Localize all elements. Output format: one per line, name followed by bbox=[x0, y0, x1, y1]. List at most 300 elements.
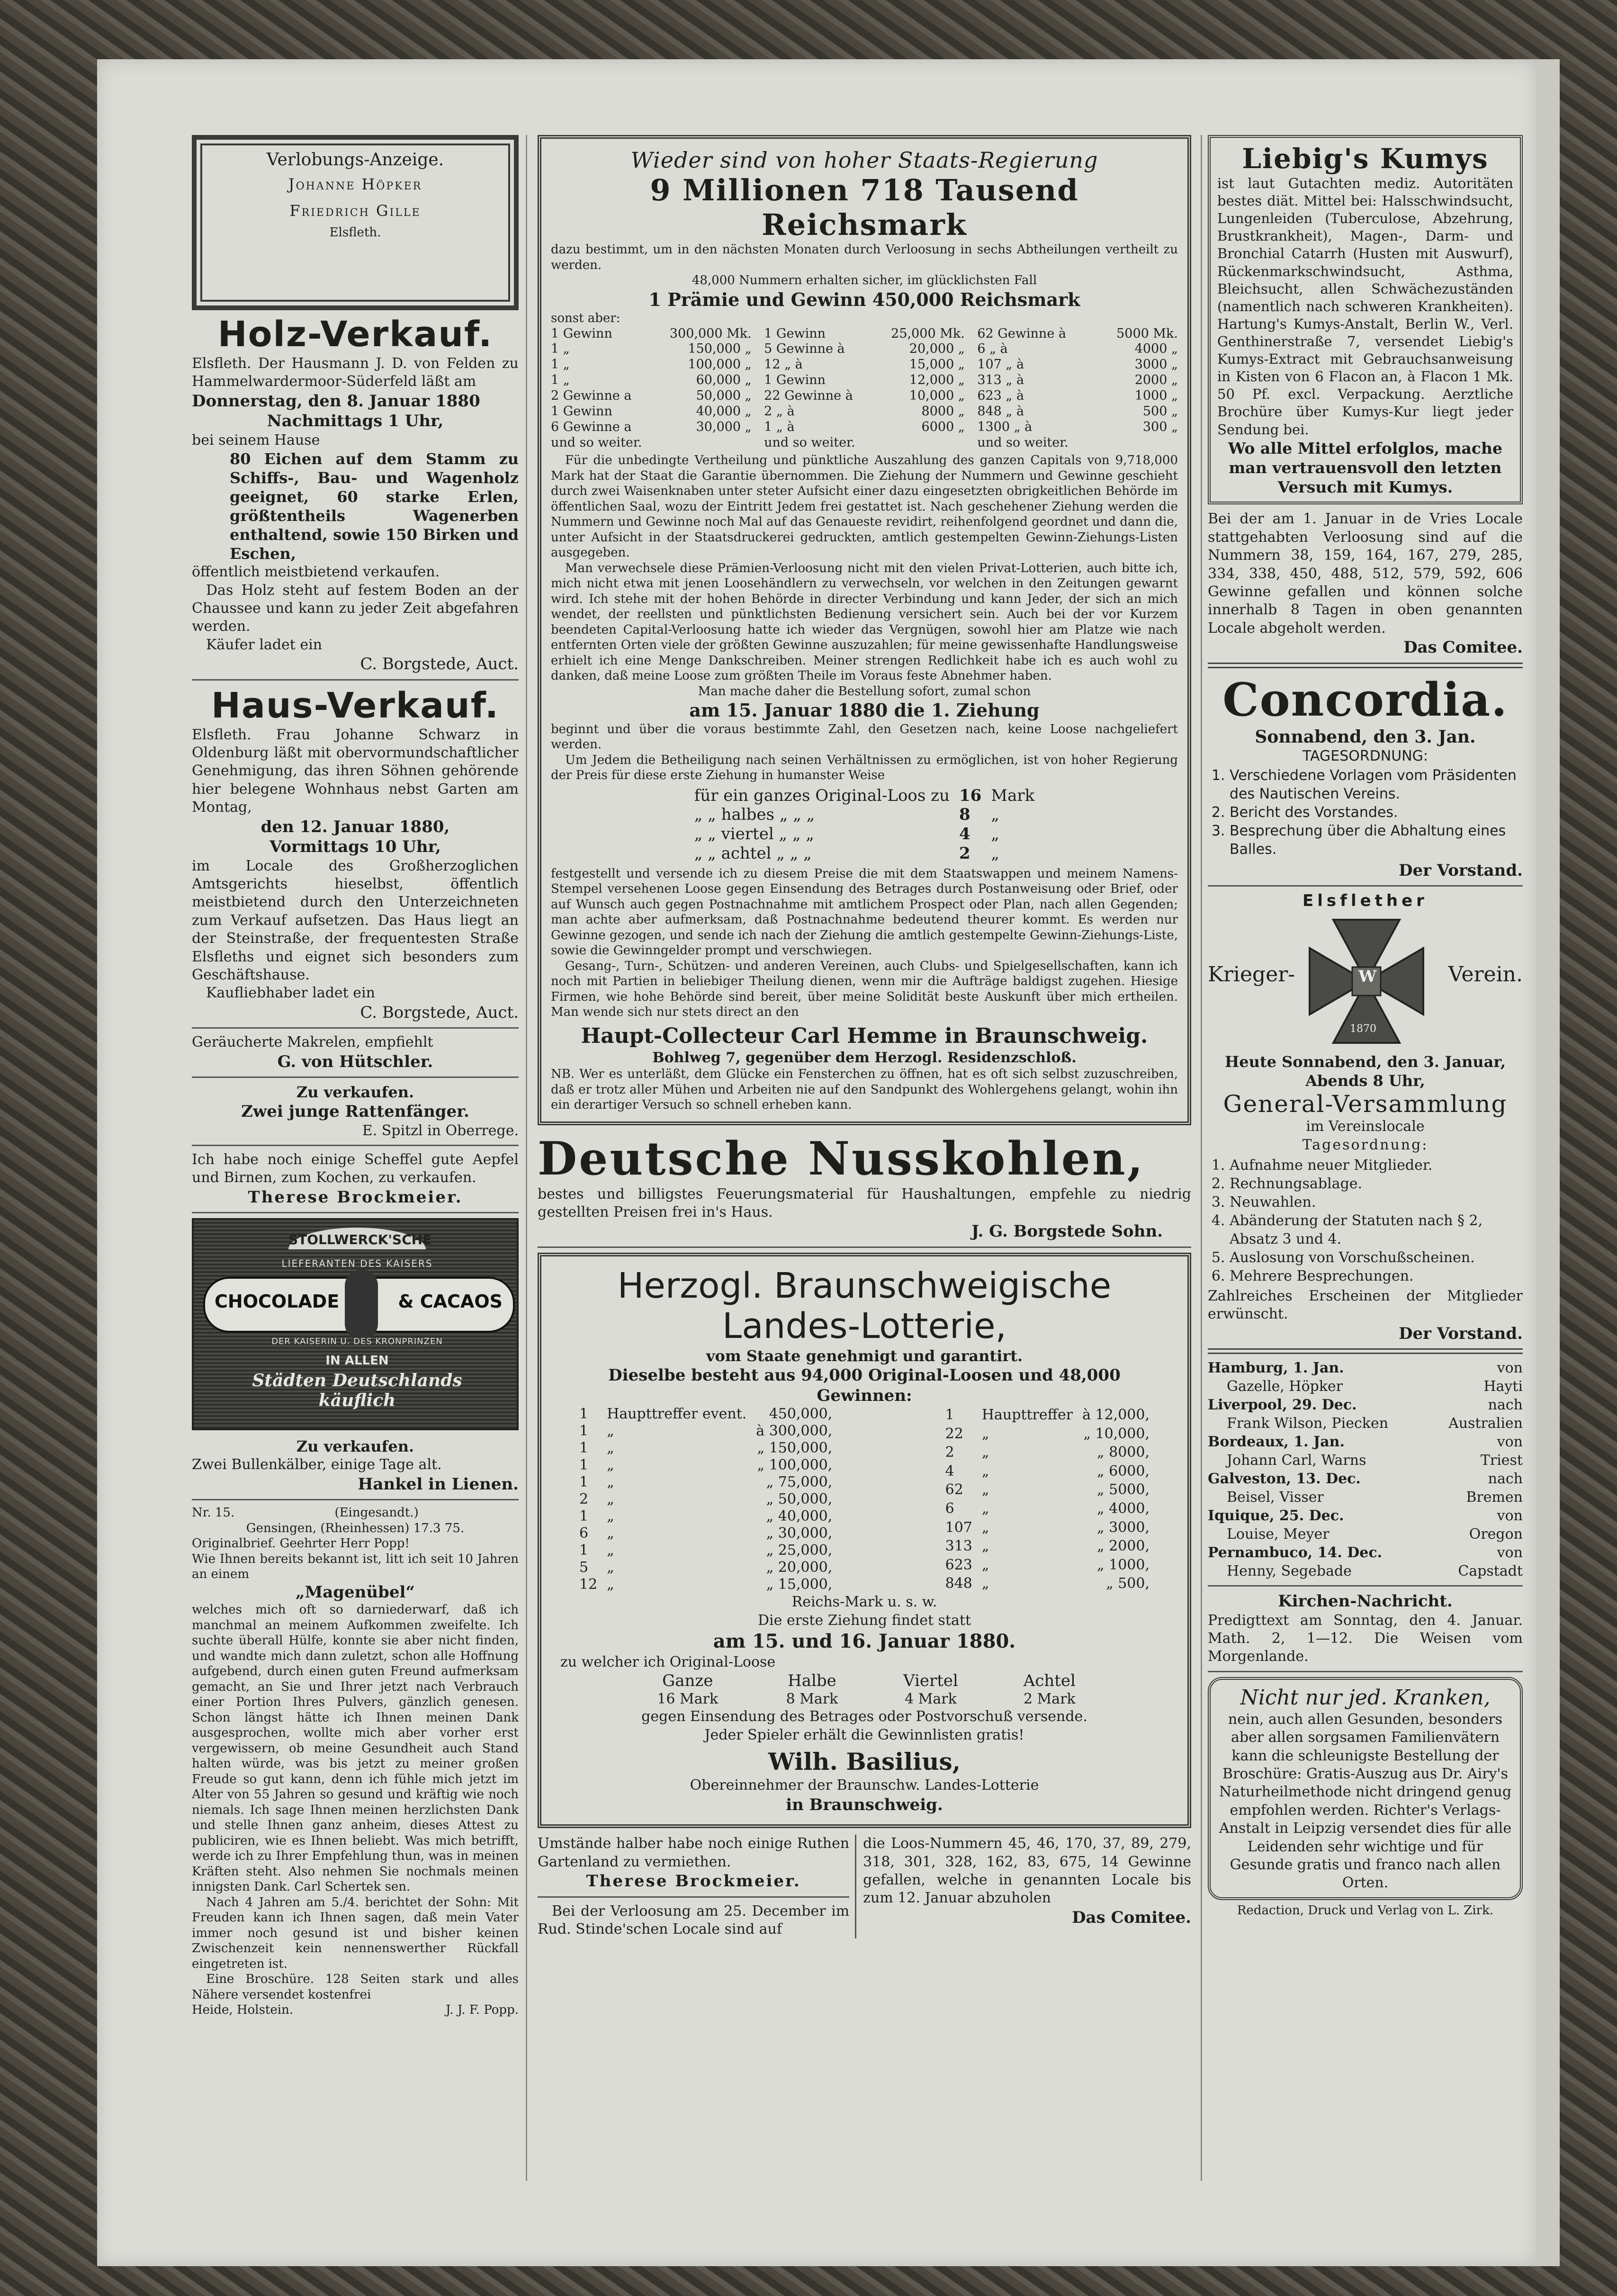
prize-cell: 1 bbox=[579, 1423, 589, 1440]
prize-amount: 2000 „ bbox=[1134, 373, 1178, 388]
prize-amount: 300 „ bbox=[1142, 420, 1178, 435]
magen-sign-place: Heide, Holstein. bbox=[192, 2003, 294, 2018]
prize-cell: 62 bbox=[945, 1481, 963, 1498]
holz-text: Käufer ladet ein bbox=[206, 636, 323, 653]
ratten-heading: Zu verkaufen. bbox=[296, 1083, 414, 1102]
prize-cell: „ bbox=[607, 1491, 614, 1508]
prize-amount: 100,000 „ bbox=[688, 357, 752, 372]
prize-cell: 1 bbox=[579, 1406, 589, 1423]
vries-text: Bei der am 1. Januar in de Vries Locale stattgehabten Verloosung sind auf die Nummern 38, 159, 164, 167, 279, 285, 334, 338, 450, 488, 512, 579, 592, 606 Gewinne gefallen und können solche innerhalb 8 Tagen in oben genannten Locale abgeholt werden. bbox=[1208, 511, 1523, 637]
haus-title: Haus-Verkauf. bbox=[211, 685, 499, 726]
holz-text: Das Holz steht auf festem Boden an der Chaussee und kann zu jeder Zeit abgefahren werden. bbox=[192, 582, 519, 635]
prize-amount: 5000 Mk. bbox=[1116, 326, 1178, 341]
lotto-amount: 9 Millionen 718 Tausend Reichsmark bbox=[650, 173, 1079, 242]
concordia-agenda-label: TAGESORDNUNG: bbox=[1303, 747, 1428, 764]
holz-goods: 80 Eichen auf dem Stamm zu Schiffs-, Bau- und Wagenholz geeignet, 60 starke Erlen, größtentheils Wagenerben enthaltend, sowie 150 Birken und Eschen, bbox=[230, 450, 519, 563]
prize-cell: „ bbox=[607, 1576, 614, 1593]
prize-count: und so weiter. bbox=[977, 435, 1069, 450]
ship-entry: Henny, Segebade bbox=[1227, 1563, 1352, 1580]
makrelen-signature: G. von Hütschler. bbox=[277, 1052, 433, 1071]
holz-date: Donnerstag, den 8. Januar 1880 bbox=[192, 391, 480, 411]
krieger-agenda bbox=[1208, 1156, 1523, 1285]
prize-row bbox=[764, 388, 965, 404]
eagle-icon bbox=[345, 1269, 378, 1340]
prize-amount: 15,000 „ bbox=[909, 357, 965, 372]
prize-cell: 848 bbox=[945, 1575, 972, 1592]
column-left bbox=[192, 135, 519, 2018]
holz-title: Holz-Verkauf. bbox=[217, 314, 493, 355]
ship-destination: nach bbox=[1488, 1471, 1523, 1488]
prize-column bbox=[764, 326, 965, 451]
prize-row bbox=[764, 404, 965, 420]
liebig-text: ist laut Gutachten mediz. Autoritäten bestes diät. Mittel bei: Halsschwindsucht, Lungenleiden (Tuberculose, Abzehrung, Brustkrankheit), Magen-, Darm- und Bronchial Catarrh (Husten mit Auswurf), Rückenmarkschwindsucht, Asthma, Bleichsucht, allen Schwächezuständen (namentlich nach schweren Krankheiten). Hartung's Kumys-Anstalt, Berlin W., Verl. Genthinerstraße 7, versendet Liebig's Kumys-Extract mit Gebrauchsanweisung in Kisten von 6 Flacon an, à Flacon 1 Mk. 50 Pf. excl. Verpackung. Aerztliche Brochüre über Kumys-Kur liegt jeder Sendung bei. bbox=[1217, 175, 1513, 438]
ratten-signature: E. Spitzl in Oberrege. bbox=[362, 1122, 519, 1139]
kohlen-title: Deutsche Nusskohlen, bbox=[538, 1131, 1145, 1185]
prize-cell: à 300,000, bbox=[756, 1423, 833, 1440]
price-cell: „ „ halbes „ „ „ bbox=[694, 805, 815, 825]
ship-destination: Triest bbox=[1480, 1452, 1523, 1469]
krieger-note: Zahlreiches Erscheinen der Mitglieder erwünscht. bbox=[1208, 1287, 1523, 1323]
lotto-text: 48,000 Nummern erhalten sicher, im glücklichsten Fall bbox=[692, 273, 1037, 287]
prize-amount: 6000 „ bbox=[921, 420, 965, 435]
prize-row bbox=[551, 404, 752, 420]
imprint: Redaction, Druck und Verlag von L. Zirk. bbox=[1237, 1903, 1494, 1918]
prize-cell: 1 bbox=[579, 1457, 589, 1474]
haus-signature: C. Borgstede, Auct. bbox=[360, 1003, 519, 1022]
prize-row bbox=[575, 1474, 837, 1491]
lotterie-price-table bbox=[621, 1671, 1107, 1708]
prize-cell: à 12,000, bbox=[1082, 1406, 1150, 1423]
ship-row bbox=[1208, 1488, 1523, 1507]
prize-count: 5 Gewinne à bbox=[764, 341, 845, 357]
kirche-text: Predigttext am Sonntag, den 4. Januar. Math. 2, 1—12. Die Weisen vom Morgenlande. bbox=[1208, 1612, 1523, 1665]
prize-count: 107 „ à bbox=[977, 357, 1024, 372]
haus-time: Vormittags 10 Uhr, bbox=[270, 837, 441, 857]
prize-count: 313 „ à bbox=[977, 373, 1024, 388]
magen-signature: J. J. F. Popp. bbox=[445, 2003, 519, 2018]
bullen-text: Zwei Bullenkälber, einige Tage alt. bbox=[192, 1456, 442, 1473]
lotto-text: Man mache daher die Bestellung sofort, zumal schon bbox=[698, 684, 1031, 699]
prize-cell: Haupttreffer event. bbox=[607, 1406, 747, 1423]
prize-amount: 8000 „ bbox=[921, 404, 965, 419]
makrelen-text: Geräucherte Makrelen, empfiehlt bbox=[192, 1034, 433, 1051]
nichtnur-text: nein, auch allen Gesunden, besonders aber allen sorgsamen Familienvätern kann die schleunigste Bestellung der Broschüre: Gratis-Auszug aus Dr. Airy's Naturheilmethode nicht dringend genug empfohlen werden. Richter's Verlags-Anstalt in Leipzig versendet dies für alle Leidenden sehr wichtige und für Gesunde gratis und franco nach allen Orten. bbox=[1219, 1711, 1512, 1892]
prize-cell: „ 25,000, bbox=[766, 1542, 833, 1559]
prize-cell: 22 bbox=[945, 1425, 963, 1442]
price-value: 4 Mark bbox=[905, 1691, 957, 1708]
krieger-date: Heute Sonnabend, den 3. Januar, bbox=[1224, 1053, 1506, 1071]
prize-row bbox=[977, 326, 1178, 342]
prize-amount: 12,000 „ bbox=[909, 373, 965, 388]
price-row bbox=[690, 786, 1040, 806]
krieger-emblem bbox=[1208, 910, 1523, 1052]
price-cell: 4 bbox=[959, 825, 970, 844]
prize-count: 1 Gewinn bbox=[764, 326, 826, 341]
magen-text: Eine Broschüre. 128 Seiten stark und alles Nähere versendet kostenfrei bbox=[192, 1972, 519, 2002]
prize-cell: „ bbox=[981, 1444, 989, 1461]
prize-row bbox=[764, 373, 965, 388]
ship-row bbox=[1208, 1414, 1523, 1433]
krieger-signature: Der Vorstand. bbox=[1399, 1324, 1523, 1343]
stollwerck-allen: IN ALLEN bbox=[325, 1354, 389, 1368]
agenda-item: 4. Abänderung der Statuten nach § 2, Absatz 3 und 4. bbox=[1230, 1211, 1523, 1248]
prize-cell: „ 1000, bbox=[1097, 1556, 1150, 1573]
ship-destination: Capstadt bbox=[1458, 1563, 1523, 1580]
prize-cell: „ bbox=[981, 1519, 989, 1536]
ship-row bbox=[1208, 1451, 1523, 1470]
prize-row bbox=[575, 1559, 837, 1576]
prize-row bbox=[575, 1508, 837, 1525]
magen-title: „Magenübel“ bbox=[296, 1582, 415, 1602]
prize-row bbox=[575, 1457, 837, 1474]
agenda-item: 2. Rechnungsablage. bbox=[1230, 1175, 1523, 1193]
kirche-title: Kirchen-Nachricht. bbox=[1278, 1592, 1453, 1611]
lotto-headline: Wieder sind von hoher Staats-Regierung bbox=[630, 147, 1098, 173]
prize-row bbox=[764, 420, 965, 435]
price-cell: für ein ganzes Original-Loos zu bbox=[694, 786, 950, 805]
price-cell: Mark bbox=[991, 786, 1035, 805]
column-right bbox=[1208, 135, 1523, 1918]
prize-row bbox=[977, 388, 1178, 404]
ship-entry: Galveston, 13. Dec. bbox=[1208, 1471, 1361, 1488]
haus-ad bbox=[192, 685, 519, 1023]
engagement-name: Johanne Höpker bbox=[288, 175, 422, 193]
divider bbox=[1208, 1348, 1523, 1354]
prize-cell: 1 bbox=[945, 1406, 954, 1423]
cross-letter: W bbox=[1358, 967, 1377, 987]
stollwerck-sub: DER KAISERIN U. DES KRONPRINZEN bbox=[271, 1336, 443, 1347]
stollwerck-chocolade: CHOCOLADE bbox=[215, 1291, 340, 1312]
prize-amount: 10,000 „ bbox=[909, 388, 965, 404]
holz-text: öffentlich meistbietend verkaufen. bbox=[192, 564, 440, 581]
divider bbox=[1208, 1585, 1523, 1587]
prize-count: 12 „ à bbox=[764, 357, 803, 372]
garten-ad bbox=[538, 1835, 856, 1938]
verloosung-signature: Das Comitee. bbox=[1072, 1908, 1191, 1927]
prize-count: 62 Gewinne à bbox=[977, 326, 1066, 341]
prize-count: 2 „ à bbox=[764, 404, 795, 419]
prize-row bbox=[941, 1518, 1154, 1537]
concordia-agenda bbox=[1208, 766, 1523, 859]
prize-row bbox=[551, 326, 752, 342]
lotto-price-table bbox=[690, 786, 1040, 863]
magen-nr: Nr. 15. bbox=[192, 1506, 235, 1520]
prize-cell: „ bbox=[607, 1542, 614, 1559]
lotto-grandprize: 1 Prämie und Gewinn 450,000 Reichsmark bbox=[648, 288, 1080, 310]
verloosung-text: die Loos-Nummern 45, 46, 170, 37, 89, 279, 318, 301, 328, 162, 83, 675, 14 Gewinne gefallen, welche in genannten Locale bis zum 12. Januar abzuholen bbox=[863, 1835, 1191, 1907]
prize-amount: 4000 „ bbox=[1134, 341, 1178, 357]
prize-cell: „ bbox=[607, 1440, 614, 1457]
prize-row bbox=[764, 326, 965, 342]
prize-row bbox=[941, 1443, 1154, 1462]
landes-lotterie-ad bbox=[538, 1253, 1191, 1828]
prize-cell: „ 75,000, bbox=[766, 1474, 833, 1491]
price-cell: „ bbox=[991, 843, 999, 863]
divider bbox=[1208, 663, 1523, 668]
holz-text: bei seinem Hause bbox=[192, 431, 320, 448]
ship-row bbox=[1208, 1396, 1523, 1414]
agenda-item: 1. Verschiedene Vorlagen vom Präsidenten des Nautischen Vereins. bbox=[1230, 766, 1523, 803]
cross-year: 1870 bbox=[1350, 1023, 1376, 1035]
ship-destination: Hayti bbox=[1483, 1378, 1523, 1395]
ship-entry: Johann Carl, Warns bbox=[1227, 1452, 1366, 1469]
ship-row bbox=[1208, 1543, 1523, 1562]
holz-ad bbox=[192, 314, 519, 674]
prize-count: 2 Gewinne a bbox=[551, 388, 632, 404]
ship-entry: Iquique, 25. Dec. bbox=[1208, 1507, 1344, 1525]
ship-destination: Bremen bbox=[1466, 1489, 1523, 1506]
column-middle bbox=[538, 135, 1191, 1938]
prize-row bbox=[977, 420, 1178, 435]
magen-eingesandt: (Eingesandt.) bbox=[334, 1506, 419, 1520]
price-value-row bbox=[621, 1691, 1107, 1708]
prize-amount: 3000 „ bbox=[1134, 357, 1178, 372]
prize-cell: „ 15,000, bbox=[766, 1576, 833, 1593]
prize-row bbox=[941, 1406, 1154, 1425]
divider bbox=[192, 679, 519, 681]
price-cell: „ „ achtel „ „ „ bbox=[694, 843, 812, 863]
agenda-item: 5. Auslosung von Vorschußscheinen. bbox=[1230, 1248, 1523, 1267]
prize-cell: 2 bbox=[579, 1491, 589, 1508]
aepfel-text: Ich habe noch einige Scheffel gute Aepfel und Birnen, zum Kochen, zu verkaufen. bbox=[192, 1151, 519, 1186]
ship-destination: von bbox=[1497, 1434, 1523, 1451]
lotterie-text: Die erste Ziehung findet statt bbox=[758, 1612, 971, 1629]
prize-row bbox=[977, 435, 1178, 451]
prize-row bbox=[764, 357, 965, 373]
prize-cell: „ bbox=[607, 1474, 614, 1491]
prize-row bbox=[551, 435, 752, 451]
agenda-item: 1. Aufnahme neuer Mitglieder. bbox=[1230, 1156, 1523, 1175]
ship-row bbox=[1208, 1507, 1523, 1525]
prize-amount: 50,000 „ bbox=[696, 388, 752, 404]
lotterie-text: Reichs-Mark u. s. w. bbox=[791, 1594, 937, 1611]
prize-row bbox=[575, 1423, 837, 1440]
prize-row bbox=[941, 1462, 1154, 1481]
prize-cell: 623 bbox=[945, 1556, 972, 1573]
lotterie-prizes-left bbox=[575, 1406, 837, 1593]
haus-text: Elsfleth. Frau Johanne Schwarz in Oldenburg läßt mit obervormundschaftlicher Genehmigung, das ihren Söhnen gehörende hier belegene Wohnhaus nebst Garten am Montag, bbox=[192, 726, 519, 816]
price-value: 16 Mark bbox=[657, 1691, 719, 1708]
prize-cell: „ 5000, bbox=[1097, 1481, 1150, 1498]
magen-text: welches mich oft so darniederwarf, daß ich manchmal an meinem Aufkommen zweifelte. Ich suchte überall Hülfe, konnte sie aber nicht finden, und wandte mich dann zuletzt, schon alle Hoffnung aufgebend, durch einen guten Freund aufmerksam gemacht, an Sie und Ihrer jetzt nach Verbrauch einer Portion Ihres Pulvers, gänzlich genesen. Schon längst hätte ich Ihnen meinen Dank ausgesprochen, wollte mich aber vorher erst vergewissern, ob meine Gesundheit auch Stand halten würde, was bis jetzt zu meiner großen Freude so gut kann, denn ich fühle mich jetzt im Alter von 55 Jahren so gesund und kräftig wie noch niemals. Ich sage Ihnen meinen herzlichsten Dank und stelle Ihnen ganz anheim, dieses Attest zu publiciren, wie es Ihnen beliebt. Was mich betrifft, werde ich zu Ihrer Empfehlung thun, was in meinen Kräften steht. Also nehmen Sie nochmals meinen innigsten Dank. Carl Schertek sen. bbox=[192, 1603, 519, 1894]
prize-cell: „ bbox=[607, 1423, 614, 1440]
prize-row bbox=[551, 388, 752, 404]
prize-cell: 12 bbox=[579, 1576, 598, 1593]
stollwerck-ad bbox=[192, 1218, 519, 1430]
prize-count: 1 „ bbox=[551, 341, 570, 357]
ship-entry: Beisel, Visser bbox=[1227, 1489, 1324, 1506]
krieger-title: General-Versammlung bbox=[1223, 1090, 1508, 1118]
page-edge bbox=[1537, 59, 1560, 2266]
prize-amount: 25,000 Mk. bbox=[891, 326, 965, 341]
prize-amount: 500 „ bbox=[1142, 404, 1178, 419]
prize-amount: 20,000 „ bbox=[909, 341, 965, 357]
krieger-ad bbox=[1208, 891, 1523, 1344]
lotterie-text: vom Staate genehmigt und garantirt. bbox=[706, 1347, 1023, 1365]
ship-row bbox=[1208, 1562, 1523, 1580]
prize-row bbox=[941, 1481, 1154, 1500]
ship-entry: Bordeaux, 1. Jan. bbox=[1208, 1434, 1345, 1451]
ship-entry: Louise, Meyer bbox=[1227, 1526, 1330, 1543]
prize-row bbox=[977, 341, 1178, 357]
ship-entry: Gazelle, Höpker bbox=[1227, 1378, 1343, 1395]
krieger-right: Verein. bbox=[1448, 962, 1523, 987]
ship-entry: Pernambuco, 14. Dec. bbox=[1208, 1544, 1383, 1561]
prize-count: 1 „ bbox=[551, 373, 570, 388]
vries-signature: Das Comitee. bbox=[1403, 638, 1523, 657]
prize-cell: „ 2000, bbox=[1097, 1538, 1150, 1555]
prize-count: 1 „ bbox=[551, 357, 570, 372]
ship-destination: Australien bbox=[1448, 1415, 1523, 1432]
prize-row bbox=[551, 420, 752, 435]
prize-cell: Haupttreffer bbox=[981, 1406, 1073, 1423]
engagement-title: Verlobungs-Anzeige. bbox=[266, 150, 444, 170]
divider bbox=[192, 1027, 519, 1029]
lotto-text: Für die unbedingte Vertheilung und pünktliche Auszahlung des ganzen Capitals von 9,718,000 Mark hat der Staat die Garantie übernommen. Die Ziehung der Nummern und Gewinne geschieht durch zwei Waisenknaben unter steter Aufsicht einer dazu eingesetzten obrigkeitlichen Behörde im öffentlichen Saal, wozu der Eintritt Jedem frei gestattet ist. Nach geschehener Ziehung werden die Nummern und Gewinne noch Mal auf das Genaueste revidirt, reihenfolgend geordnet und dann die, unter Aufsicht in der Staatsdruckerei gedruckten, amtlich gestempelten Gewinn-Ziehungs-Listen ausgegeben. bbox=[551, 453, 1178, 560]
price-cell: 8 bbox=[959, 805, 970, 825]
prize-cell: 2 bbox=[945, 1444, 954, 1461]
prize-cell: „ bbox=[607, 1457, 614, 1474]
prize-row bbox=[977, 357, 1178, 373]
liebig-slogan: Wo alle Mittel erfolglos, mache man vertrauensvoll den letzten Versuch mit Kumys. bbox=[1228, 439, 1503, 497]
ship-row bbox=[1208, 1525, 1523, 1543]
prize-cell: „ bbox=[981, 1500, 989, 1517]
lotterie-signature: Wilh. Basilius, bbox=[768, 1747, 961, 1776]
prize-cell: 1 bbox=[579, 1542, 589, 1559]
verloosung-ad bbox=[856, 1835, 1191, 1938]
prize-cell: „ bbox=[981, 1556, 989, 1573]
prize-row bbox=[575, 1491, 837, 1508]
prize-cell: „ bbox=[981, 1425, 989, 1442]
lotto-nb: NB. Wer es unterläßt, dem Glücke ein Fensterchen zu öffnen, hat es oft sich selbst zuzuschreiben, daß er trotz aller Mühen und Arbeiten nie auf den Sandpunkt des Wohlergehens gelangt, wohin ihn ein derartiger Versuch so schnell erheben kann. bbox=[551, 1067, 1178, 1112]
lotterie-title: Landes-Lotterie, bbox=[722, 1306, 1007, 1347]
ship-destination: nach bbox=[1488, 1397, 1523, 1414]
ratten-text: Zwei junge Rattenfänger. bbox=[241, 1102, 469, 1121]
lotterie-title: Herzogl. Braunschweigische bbox=[617, 1265, 1112, 1306]
holz-signature: C. Borgstede, Auct. bbox=[360, 655, 519, 674]
newspaper-page bbox=[97, 59, 1537, 2266]
prize-amount: 60,000 „ bbox=[696, 373, 752, 388]
prize-row bbox=[575, 1525, 837, 1542]
lotto-text: festgestellt und versende ich zu diesem Preise die mit dem Staatswappen und meinem Namens-Stempel versehenen Loose gegen Einsendung des Betrages durch Postanweisung oder Brief, oder auf Wunsch auch gegen Postnachnahme mit amtlichem Prospect oder Plan, nach allen Gegenden; man achte aber aufmerksam, daß Postnachnahme bedeutend theurer kommt. Es werden nur Gewinne gezogen, und sende ich nach der Ziehung die amtlich gestempelte Gewinn-Ziehungs-Liste, sowie die Gewinngelder prompt und verschwiegen. bbox=[551, 866, 1178, 958]
prize-count: und so weiter. bbox=[764, 435, 855, 450]
nichtnur-title: Nicht nur jed. Kranken, bbox=[1240, 1685, 1491, 1710]
agenda-item: 6. Mehrere Besprechungen. bbox=[1230, 1267, 1523, 1285]
prize-column bbox=[977, 326, 1178, 451]
stollwerck-brand: STOLLWERCK'SCHE bbox=[288, 1228, 426, 1249]
prize-row bbox=[575, 1440, 837, 1457]
price-row bbox=[690, 844, 1040, 863]
magen-place: Gensingen, (Rheinhessen) 17.3 75. bbox=[246, 1521, 465, 1535]
garten-signature: Therese Brockmeier. bbox=[586, 1872, 801, 1891]
prize-cell: 1 bbox=[579, 1440, 589, 1457]
prize-row bbox=[941, 1537, 1154, 1556]
prize-cell: 1 bbox=[579, 1508, 589, 1525]
prize-cell: „ 30,000, bbox=[766, 1525, 833, 1542]
krieger-top: Elsflether bbox=[1303, 891, 1428, 911]
price-value: 8 Mark bbox=[786, 1691, 838, 1708]
lotterie-text: in Braunschweig. bbox=[786, 1795, 943, 1814]
divider bbox=[192, 1076, 519, 1078]
krieger-location: im Vereinslocale bbox=[1306, 1118, 1425, 1135]
divider bbox=[538, 1247, 1191, 1248]
prize-row bbox=[575, 1576, 837, 1593]
ship-entry: Frank Wilson, Piecken bbox=[1227, 1415, 1389, 1432]
haus-text: Kaufliebhaber ladet ein bbox=[206, 985, 375, 1002]
divider bbox=[1208, 885, 1523, 887]
prize-cell: „ bbox=[981, 1462, 989, 1480]
prize-amount: 40,000 „ bbox=[696, 404, 752, 419]
prize-count: 848 „ à bbox=[977, 404, 1024, 419]
kohlen-text: bestes und billigstes Feuerungsmaterial für Haushaltungen, empfehle zu niedrig gestellten Preisen frei in's Haus. bbox=[538, 1185, 1191, 1221]
prize-cell: „ 10,000, bbox=[1083, 1425, 1150, 1442]
prize-row bbox=[941, 1499, 1154, 1518]
kohlen-ad bbox=[538, 1132, 1191, 1242]
concordia-ad bbox=[1208, 673, 1523, 881]
prize-count: und so weiter. bbox=[551, 435, 642, 450]
prize-row bbox=[575, 1406, 837, 1423]
prize-cell: „ bbox=[607, 1559, 614, 1576]
stollwerck-cacaos: & CACAOS bbox=[398, 1291, 503, 1312]
prize-cell: 450,000, bbox=[769, 1406, 833, 1423]
lotto-text: dazu bestimmt, um in den nächsten Monaten durch Verloosung in sechs Abtheilungen vertheilt zu werden. bbox=[551, 242, 1178, 272]
haus-text: im Locale des Großherzoglichen Amtsgerichts hieselbst, öffentlich meistbietend durch den Unterzeichneten zum Verkauf aufsetzen. Das Haus liegt an der Steinstraße, der frequentesten Straße Elsfleths und eignet sich besonders zum Geschäftshause. bbox=[192, 857, 519, 983]
holz-time: Nachmittags 1 Uhr, bbox=[267, 412, 444, 431]
ship-row bbox=[1208, 1359, 1523, 1377]
lotterie-prizes-right bbox=[941, 1406, 1154, 1593]
agenda-item: 3. Neuwahlen. bbox=[1230, 1193, 1523, 1211]
prize-count: 22 Gewinne à bbox=[764, 388, 853, 404]
prize-count: 1300 „ à bbox=[977, 420, 1033, 435]
prize-cell: 6 bbox=[579, 1525, 589, 1542]
shipping-news bbox=[1208, 1359, 1523, 1580]
lotto-text: beginnt und über die voraus bestimmte Zahl, den Gesetzen nach, keine Loose nachgeliefert werden. bbox=[551, 722, 1178, 752]
lotterie-prize-table bbox=[560, 1406, 1168, 1593]
price-cell: „ „ viertel „ „ „ bbox=[694, 825, 814, 844]
prize-row bbox=[764, 435, 965, 451]
prize-cell: „ bbox=[607, 1508, 614, 1525]
krieger-time: Abends 8 Uhr, bbox=[1305, 1072, 1425, 1090]
lotto-signature: Haupt-Collecteur Carl Hemme in Braunschweig. bbox=[581, 1023, 1148, 1048]
prize-count: 1 „ à bbox=[764, 420, 795, 435]
engagement-notice bbox=[192, 135, 519, 310]
haus-date: den 12. Januar 1880, bbox=[261, 817, 450, 836]
lotterie-text: zu welcher ich Original-Loose bbox=[560, 1653, 776, 1670]
divider bbox=[1208, 1671, 1523, 1672]
agenda-item: 2. Bericht des Vorstandes. bbox=[1230, 803, 1523, 822]
prize-count: 1 Gewinn bbox=[764, 373, 826, 388]
prize-cell: 6 bbox=[945, 1500, 954, 1517]
liebig-title: Liebig's Kumys bbox=[1242, 143, 1489, 175]
lotterie-text: Obereinnehmer der Braunschw. Landes-Lotterie bbox=[690, 1777, 1039, 1794]
prize-row bbox=[941, 1425, 1154, 1444]
prize-cell: 1 bbox=[579, 1474, 589, 1491]
lotto-prize-table bbox=[551, 326, 1178, 451]
price-header: Ganze bbox=[662, 1671, 713, 1691]
prize-row bbox=[575, 1542, 837, 1559]
price-cell: 16 bbox=[959, 786, 982, 805]
prize-cell: „ 50,000, bbox=[766, 1491, 833, 1508]
prize-cell: „ bbox=[981, 1481, 989, 1498]
prize-cell: „ 6000, bbox=[1097, 1462, 1150, 1480]
prize-amount: 150,000 „ bbox=[688, 341, 752, 357]
engagement-place: Elsfleth. bbox=[329, 225, 381, 240]
prize-row bbox=[551, 357, 752, 373]
price-cell: 2 bbox=[959, 843, 970, 863]
prize-amount: 300,000 Mk. bbox=[669, 326, 752, 341]
lotto-text: Gesang-, Turn-, Schützen- und anderen Vereinen, auch Clubs- und Spielgesellschaften, kann ich noch mit Partien in beliebiger Theilung dienen, wenn mir die Aufträge baldigst zugehen. Hiesige Firmen, wie hohe Behörde sind bereit, über meine Solidität beste Auskunft über mich ertheilen. Man wende sich nur stets direct an den bbox=[551, 959, 1178, 1020]
prize-amount: 1000 „ bbox=[1134, 388, 1178, 404]
